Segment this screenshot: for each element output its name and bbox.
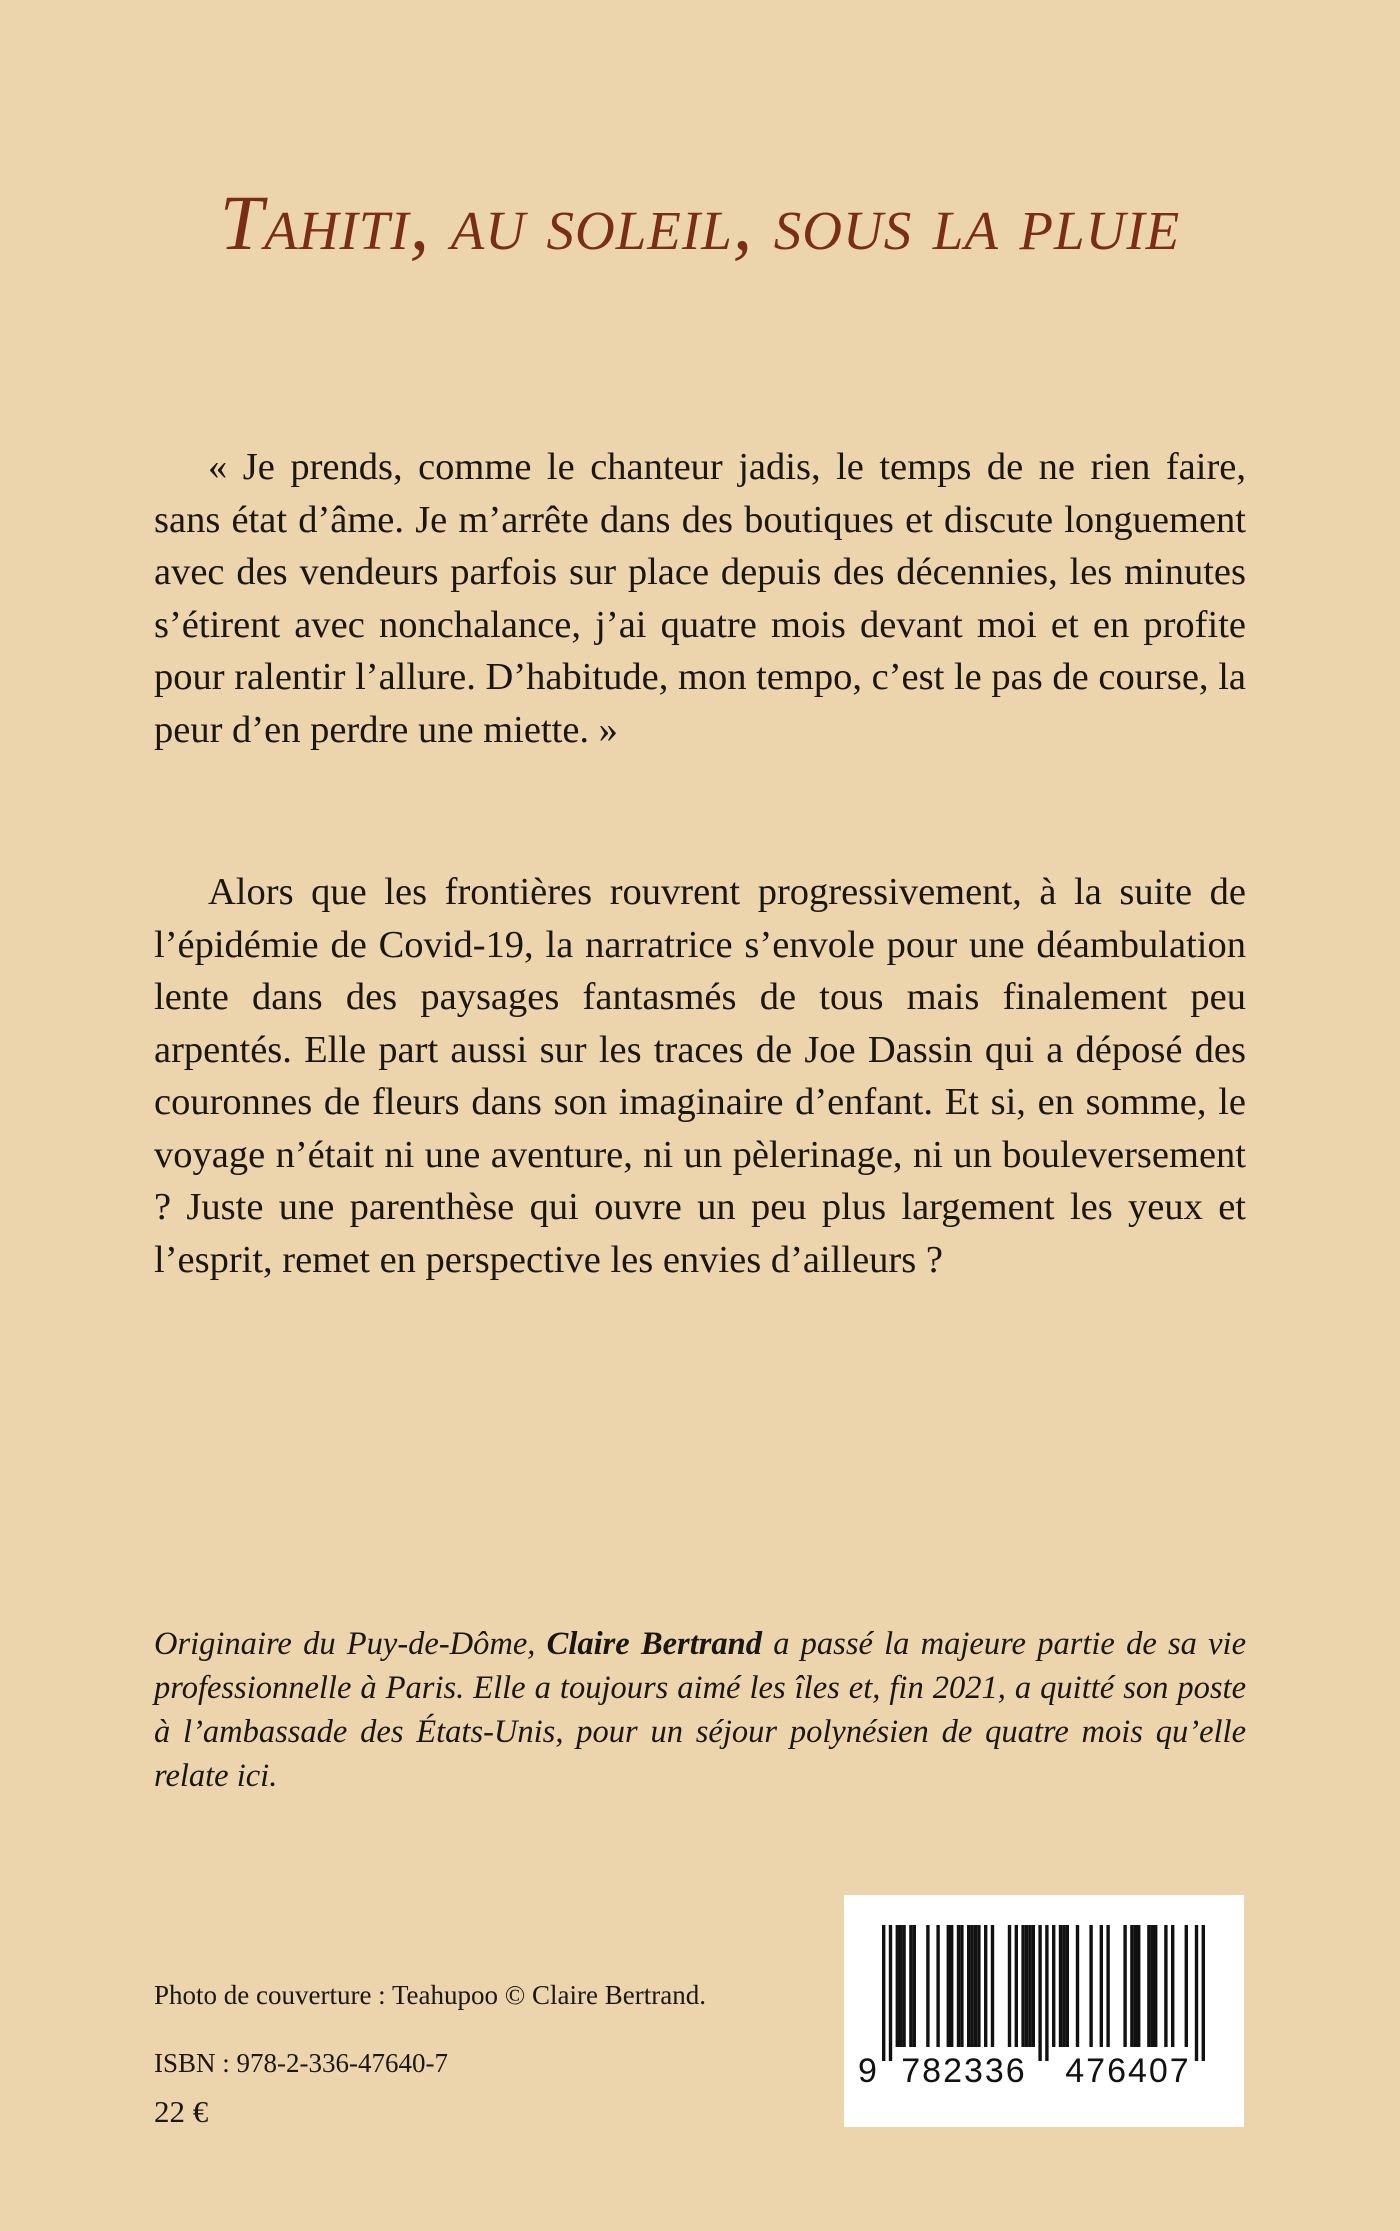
price-label: 22 € — [154, 2094, 209, 2129]
barcode-bar — [967, 1925, 970, 2047]
barcode-bar — [889, 1925, 892, 2061]
book-title: Tahiti, au soleil, sous la pluie — [219, 179, 1181, 266]
barcode-bar — [970, 1925, 973, 2047]
barcode-bar — [902, 1925, 905, 2047]
barcode-digits-left: 782336 — [901, 2052, 1027, 2090]
barcode-bar — [1089, 1925, 1092, 2047]
isbn-label: ISBN : 978-2-336-47640-7 — [154, 2048, 448, 2078]
barcode-bar — [957, 1925, 960, 2047]
barcode-bar — [909, 1925, 912, 2047]
barcode-bar — [926, 1925, 929, 2047]
barcode-graphic — [844, 1895, 1244, 2127]
barcode-bar — [1151, 1925, 1154, 2047]
barcode-bar — [1195, 1925, 1198, 2061]
barcode-bar — [913, 1925, 916, 2047]
barcode-bar — [1038, 1925, 1041, 2061]
barcode-bar — [1045, 1925, 1048, 2061]
barcode-bar — [1015, 1925, 1018, 2047]
barcode-bar — [899, 1925, 902, 2047]
barcode-bar — [1164, 1925, 1167, 2047]
barcode-bar — [1185, 1925, 1188, 2047]
barcode-bar — [991, 1925, 994, 2047]
barcode-bar — [1154, 1925, 1157, 2047]
barcode-bar — [950, 1925, 953, 2047]
photo-credit: Photo de couverture : Teahupoo © Claire Bertrand. — [154, 1980, 706, 2010]
author-bio-intro: Originaire du Puy-de-Dôme, — [154, 1626, 547, 1662]
barcode-bar — [1106, 1925, 1109, 2047]
barcode-bar — [1171, 1925, 1174, 2047]
barcode-bar — [947, 1925, 950, 2047]
barcode-bar — [1100, 1925, 1103, 2047]
barcode-digits-right: 476407 — [1065, 2052, 1191, 2090]
barcode-bar — [882, 1925, 885, 2061]
author-bio — [154, 1622, 1246, 1798]
barcode-bar — [1076, 1925, 1079, 2047]
barcode-bar — [1059, 1925, 1062, 2047]
barcode-bar — [977, 1925, 980, 2047]
barcode-bar — [1021, 1925, 1024, 2047]
barcode-bar — [984, 1925, 987, 2047]
barcode-bar — [1032, 1925, 1035, 2047]
barcode-bar — [1066, 1925, 1069, 2047]
barcode-bar — [1062, 1925, 1065, 2047]
barcode-bar — [1028, 1925, 1031, 2047]
barcode-bar — [1052, 1925, 1055, 2047]
barcode-bar — [1147, 1925, 1150, 2047]
synopsis-paragraph: Alors que les frontières rouvrent progressivement, à la suite de l’épidémie de Covid-19, la narratrice s’envole pour une déambulation lente dans des paysages fantasmés de tous mais finalement peu arpentés. Elle part aussi sur les traces de Joe Dassin qui a déposé des couronnes de fleurs dans son imaginaire d’enfant. Et si, en somme, le voyage n’était ni une aventure, ni un pèlerinage, ni un bouleversement ? Juste une parenthèse qui ouvre un peu plus largement les yeux et l’esprit, remet en perspective les envies d’ailleurs ? — [154, 871, 1246, 1281]
barcode-bar — [1134, 1925, 1137, 2047]
barcode-bar — [1202, 1925, 1205, 2061]
barcode-bar — [1025, 1925, 1028, 2047]
barcode-bar — [960, 1925, 963, 2047]
author-bio-rest: a passé la majeure partie de sa vie professionnelle à Paris. Elle a toujours aimé les îles et, fin 2021, a quitté son poste à l’ambassade des États-Unis, pour un séjour polynésien de quatre mois qu’elle relate ici. — [154, 1626, 1246, 1794]
barcode-bar — [896, 1925, 899, 2047]
barcode-bar — [1137, 1925, 1140, 2047]
author-name: Claire Bertrand — [546, 1626, 762, 1662]
barcode-bar — [1130, 1925, 1133, 2047]
barcode-bar — [1123, 1925, 1126, 2047]
barcode-digit-lead: 9 — [858, 2052, 877, 2090]
barcode — [844, 1895, 1244, 2127]
excerpt-quote: « Je prends, comme le chanteur jadis, le temps de ne rien faire, sans état d’âme. Je m’arrête dans des boutiques et discute longuement avec des vendeurs parfois sur place depuis des décennies, les minutes s’étirent avec nonchalance, j’ai quatre mois devant moi et en profite pour ralentir l’allure. D’habitude, mon tempo, c’est le pas de course, la peur d’en perdre une miette. » — [154, 446, 1246, 751]
barcode-bar — [974, 1925, 977, 2047]
barcode-bar — [1008, 1925, 1011, 2047]
barcode-bar — [936, 1925, 939, 2047]
